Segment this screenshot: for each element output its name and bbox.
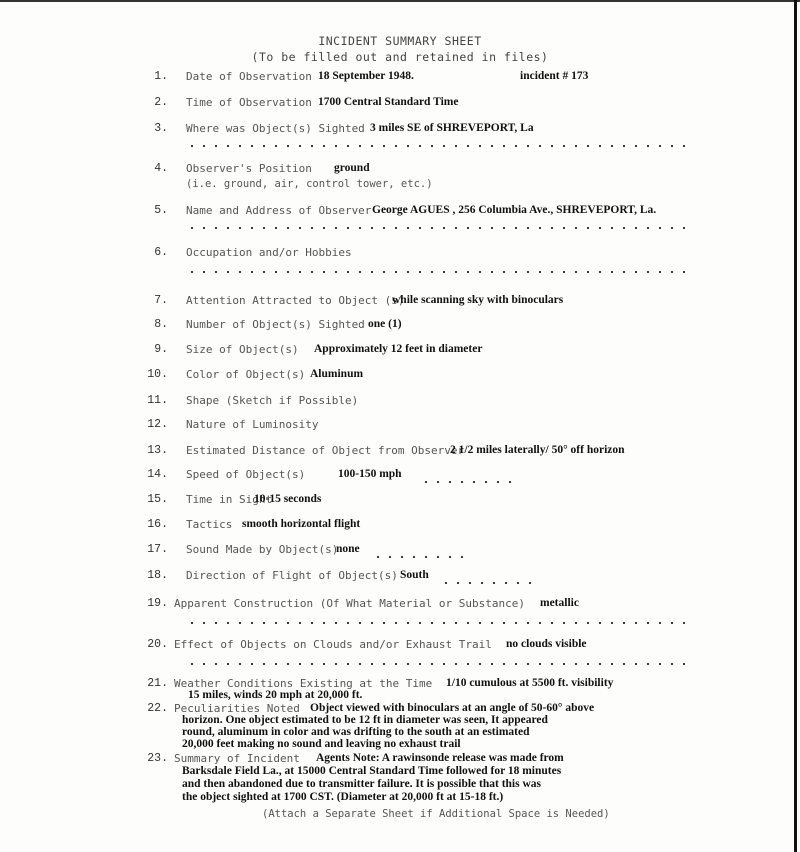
item-label: Shape (Sketch if Possible) (186, 394, 359, 407)
dotted-line (186, 145, 686, 147)
item-value: metallic (540, 597, 579, 609)
footer-note: (Attach a Separate Sheet if Additional Space is Needed) (262, 808, 610, 820)
item-value: no clouds visible (506, 638, 587, 650)
item-value: one (1) (368, 318, 402, 330)
item-label: Name and Address of Observer (186, 204, 372, 217)
item-size (0, 343, 800, 363)
item-speed (0, 468, 800, 488)
item-number: 5. (154, 204, 168, 217)
item-label: Peculiarities Noted (174, 702, 300, 715)
item-number: 13. (147, 444, 168, 457)
item-value: while scanning sky with binoculars (392, 294, 564, 306)
item-value: none (336, 543, 360, 555)
item-observer-position-hint (0, 178, 800, 198)
item-occupation (0, 246, 800, 266)
item-luminosity (0, 418, 800, 438)
item-number: 7. (154, 294, 168, 307)
item-label: Attention Attracted to Object (s) (186, 294, 405, 307)
item-label: Tactics (186, 518, 233, 531)
item-value: Barksdale Field La., at 15000 Central Standard Time followed for 18 minutes (182, 765, 562, 777)
item-value: 1/10 cumulous at 5500 ft. visibility (446, 677, 614, 689)
item-number: 12. (147, 418, 168, 431)
dotted-line (186, 663, 686, 665)
item-number: 4. (154, 162, 168, 175)
item-number: 6. (154, 246, 168, 259)
item-label: Size of Object(s) (186, 343, 299, 356)
item-number: 20. (147, 638, 168, 651)
item-value: horizon. One object estimated to be 12 ft in diameter was seen, It appeared (182, 714, 548, 726)
item-label: Effect of Objects on Clouds and/or Exhaust Trail (174, 638, 492, 651)
item-label: Occupation and/or Hobbies (186, 246, 352, 259)
item-color (0, 368, 800, 388)
item-value: ground (334, 162, 370, 174)
item-number: 14. (147, 468, 168, 481)
item-value: Agents Note: A rawinsonde release was made from (316, 752, 564, 764)
item-value: 15 miles, winds 20 mph at 20,000 ft. (188, 689, 363, 701)
item-label: Time in Sight (186, 493, 273, 506)
dotted-line (186, 227, 686, 229)
item-number: 23. (147, 752, 168, 765)
item-distance (0, 444, 800, 464)
dotted-line (420, 481, 520, 483)
item-number: 22. (147, 702, 168, 715)
item-value: smooth horizontal flight (242, 518, 361, 530)
item-value: Aluminum (310, 368, 364, 380)
item-value: round, aluminum in color and was drifting to the south at an estimated (182, 726, 530, 738)
item-number: 3. (154, 122, 168, 135)
item-number: 11. (147, 394, 168, 407)
document-subtitle: (To be filled out and retained in files) (251, 50, 549, 64)
item-value: 1700 Central Standard Time (318, 96, 459, 108)
item-value: George AGUES , 256 Columbia Ave., SHREVEPORT, La. (372, 204, 657, 216)
item-direction (0, 569, 800, 589)
item-value: Approximately 12 feet in diameter (314, 343, 483, 355)
item-number-of-objects (0, 318, 800, 338)
item-value: 18 September 1948. (318, 70, 414, 82)
item-sound (0, 543, 800, 563)
item-date (0, 70, 800, 90)
item-number: 17. (147, 543, 168, 556)
item-label: Nature of Luminosity (186, 418, 319, 431)
item-number: 2. (154, 96, 168, 109)
item-time-in-sight (0, 493, 800, 513)
item-label: Speed of Object(s) (186, 468, 306, 481)
incident-number: incident # 173 (520, 70, 589, 82)
item-label: Weather Conditions Existing at the Time (174, 677, 433, 690)
dotted-line (186, 271, 686, 273)
item-label: Sound Made by Object(s) (186, 543, 339, 556)
item-number: 21. (147, 677, 168, 690)
item-tactics (0, 518, 800, 538)
item-number: 15. (147, 493, 168, 506)
item-label: Number of Object(s) Sighted (186, 318, 365, 331)
item-value: 10-15 seconds (254, 493, 322, 505)
item-number: 19. (147, 597, 168, 610)
dotted-line (372, 556, 468, 558)
document-title: INCIDENT SUMMARY SHEET (318, 34, 482, 48)
item-hint: (i.e. ground, air, control tower, etc.) (186, 178, 433, 190)
item-label: Time of Observation (186, 96, 312, 109)
item-value: 2 1/2 miles laterally/ 50° off horizon (450, 444, 625, 456)
item-observer-name (0, 204, 800, 224)
item-effect-on-clouds (0, 638, 800, 658)
item-shape (0, 394, 800, 414)
item-construction (0, 597, 800, 617)
item-number: 9. (154, 343, 168, 356)
item-label: Where was Object(s) Sighted (186, 122, 365, 135)
item-label: Estimated Distance of Object from Observer (186, 444, 465, 457)
item-label: Apparent Construction (Of What Material or Substance) (174, 597, 525, 610)
item-time (0, 96, 800, 116)
item-attention (0, 294, 800, 314)
item-value: Object viewed with binoculars at an angle of 50-60° above (310, 702, 595, 714)
item-number: 8. (154, 318, 168, 331)
dotted-line (440, 582, 536, 584)
item-number: 16. (147, 518, 168, 531)
page-top-edge (0, 0, 800, 2)
item-number: 18. (147, 569, 168, 582)
item-value: and then abandoned due to transmitter failure. It is possible that this was (182, 778, 541, 790)
item-label: Direction of Flight of Object(s) (186, 569, 398, 582)
item-label: Summary of Incident (174, 752, 300, 765)
item-value: the object sighted at 1700 CST. (Diameter at 20,000 ft at 15-18 ft.) (182, 791, 504, 803)
item-value: 20,000 feet making no sound and leaving no exhaust trail (182, 738, 461, 750)
item-label: Date of Observation (186, 70, 312, 83)
item-value: South (400, 569, 429, 581)
item-location (0, 122, 800, 142)
item-number: 1. (154, 70, 168, 83)
dotted-line (186, 622, 686, 624)
item-value: 100-150 mph (338, 468, 402, 480)
item-value: 3 miles SE of SHREVEPORT, La (370, 122, 534, 134)
item-number: 10. (147, 368, 168, 381)
item-label: Color of Object(s) (186, 368, 306, 381)
item-label: Observer's Position (186, 162, 312, 175)
